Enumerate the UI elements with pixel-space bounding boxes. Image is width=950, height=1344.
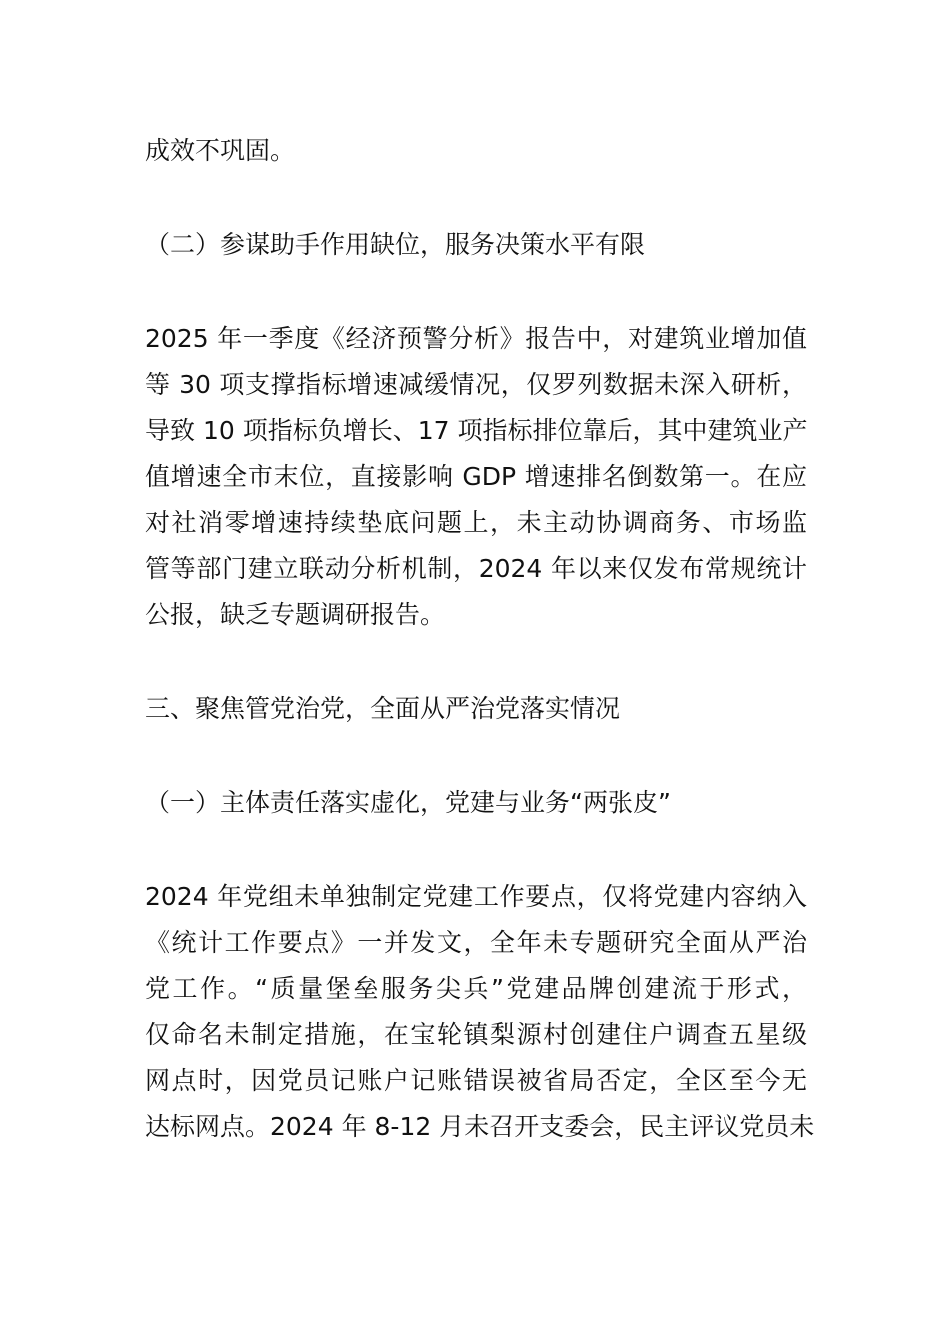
heading-text: 三、聚焦管党治党，全面从严治党落实情况 [145,694,621,723]
section-heading-3 [145,686,807,732]
text-line: 党工作。“质量堡垒服务尖兵”党建品牌创建流于形式， [145,974,807,1003]
paragraph-party-building [145,874,815,1150]
text-line: 值增速全市末位，直接影响 GDP 增速排名倒数第一。在应 [145,462,807,491]
heading-text: （二）参谋助手作用缺位，服务决策水平有限 [145,230,646,259]
subsection-heading-1 [145,780,807,826]
text-line: 仅命名未制定措施，在宝轮镇梨源村创建住户调查五星级 [145,1020,807,1049]
text-line: 成效不巩固。 [145,136,296,165]
text-line: 2025 年一季度《经济预警分析》报告中，对建筑业增加值 [145,324,807,353]
text-line: 管等部门建立联动分析机制，2024 年以来仅发布常规统计 [145,554,807,583]
document-body [145,128,815,1150]
text-line: 达标网点。2024 年 8-12 月未召开支委会，民主评议党员未 [145,1112,815,1141]
paragraph-continuation [145,128,807,174]
text-line: 对社消零增速持续垫底问题上，未主动协调商务、市场监 [145,508,807,537]
heading-text: （一）主体责任落实虚化，党建与业务“两张皮” [145,788,671,817]
text-line: 公报，缺乏专题调研报告。 [145,600,446,629]
section-heading-2 [145,222,807,268]
text-line: 导致 10 项指标负增长、17 项指标排位靠后，其中建筑业产 [145,416,808,445]
paragraph-economic-warning [145,316,807,638]
text-line: 2024 年党组未单独制定党建工作要点，仅将党建内容纳入 [145,882,807,911]
text-line: 等 30 项支撑指标增速减缓情况，仅罗列数据未深入研析， [145,370,807,399]
text-line: 《统计工作要点》一并发文，全年未专题研究全面从严治 [145,928,807,957]
text-line: 网点时，因党员记账户记账错误被省局否定，全区至今无 [145,1066,807,1095]
